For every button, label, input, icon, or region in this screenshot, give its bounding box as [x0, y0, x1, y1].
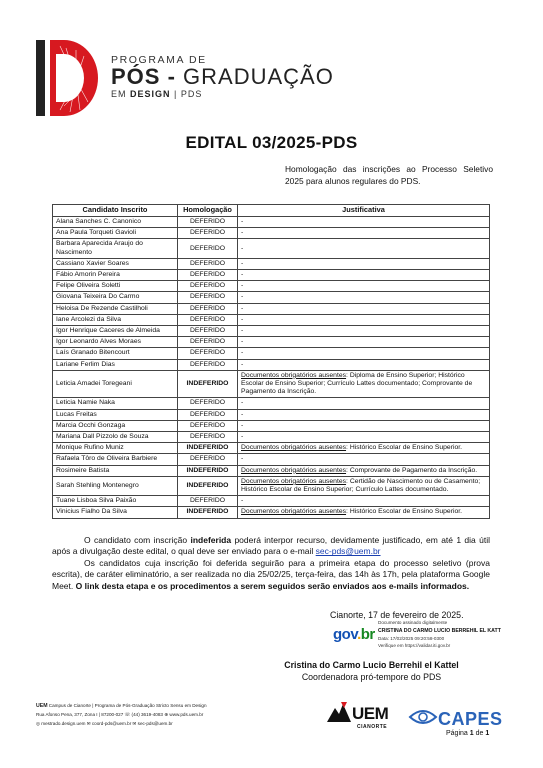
candidate-name: Rafaela Tôro de Oliveira Barbiere	[53, 454, 178, 465]
candidate-name: Lariane Ferlim Dias	[53, 359, 178, 370]
justification-text: -	[241, 421, 244, 429]
justification-text: : Histórico Escolar de Ensino Superior.	[346, 508, 463, 516]
program-line-2-bold: PÓS -	[111, 64, 184, 89]
homologation-status: INDEFERIDO	[178, 443, 238, 454]
justification	[238, 409, 490, 420]
homologation-status: DEFERIDO	[178, 496, 238, 507]
justification	[238, 281, 490, 292]
homologation-status: INDEFERIDO	[178, 465, 238, 476]
justification	[238, 359, 490, 370]
justification	[238, 443, 490, 454]
candidate-name: Barbara Aparecida Araujo do Nascimento	[53, 239, 178, 258]
justification	[238, 258, 490, 269]
candidate-name: Lucas Freitas	[53, 409, 178, 420]
table-row	[53, 217, 490, 228]
homologation-status: DEFERIDO	[178, 217, 238, 228]
justification-text: : Certidão de Nascimento ou de Casamento; Histórico Escolar de Ensino Superior; Currículo Lattes documentado.	[241, 477, 481, 494]
justification	[238, 303, 490, 314]
table-row	[53, 443, 490, 454]
justification	[238, 454, 490, 465]
justification	[238, 496, 490, 507]
appeal-text-a: O candidato com inscrição	[84, 535, 191, 545]
table-row	[53, 432, 490, 443]
pds-logo-icon	[36, 36, 98, 120]
justification	[238, 476, 490, 495]
page-number-of: de	[473, 730, 486, 737]
table-row	[53, 239, 490, 258]
justification-text: : Histórico Escolar de Ensino Superior.	[346, 444, 463, 452]
justification-text: -	[241, 218, 244, 225]
justification-text: -	[241, 399, 244, 407]
program-line-2	[111, 64, 334, 90]
homologation-status: DEFERIDO	[178, 420, 238, 431]
next-step-paragraph	[52, 558, 490, 592]
stamp-signer: CRISTINA DO CARMO LUCIO BERREHIL EL KATT	[378, 628, 501, 634]
candidate-name: Monique Rufino Muniz	[53, 443, 178, 454]
next-step-text: Os candidatos cuja inscrição foi deferida seguirão para a primeira etapa do processo seletivo (prova escrita), de caráter eliminatório, a ser realizada no dia 25/02/25, terça-feira, das 14h às 17h, pela plataforma Google Meet.	[52, 558, 490, 591]
homologation-status: DEFERIDO	[178, 258, 238, 269]
uem-wordmark: UEM	[352, 704, 389, 723]
candidate-name: Iane Arcolezi da Silva	[53, 314, 178, 325]
govbr-logo-br: br	[360, 626, 375, 643]
justification-text: -	[241, 349, 244, 357]
program-line-1: PROGRAMA DE	[111, 54, 207, 66]
homologation-status: DEFERIDO	[178, 409, 238, 420]
justification-text: -	[241, 244, 244, 252]
candidate-name: Igor Henrique Caceres de Almeida	[53, 326, 178, 337]
homologation-status: INDEFERIDO	[178, 476, 238, 495]
capes-logo-icon	[408, 708, 438, 726]
uem-subtitle: CIANORTE	[357, 724, 388, 730]
homologation-status: DEFERIDO	[178, 239, 238, 258]
justification-text: -	[241, 259, 244, 267]
table-row	[53, 496, 490, 507]
program-line-3	[111, 89, 202, 99]
homologation-status: DEFERIDO	[178, 314, 238, 325]
candidate-name: Laís Granado Bitencourt	[53, 348, 178, 359]
table-row	[53, 303, 490, 314]
page-title: EDITAL 03/2025-PDS	[185, 133, 358, 152]
justification-text: -	[241, 327, 244, 335]
justification	[238, 217, 490, 228]
candidate-name: Giovana Teixeira Do Carmo	[53, 292, 178, 303]
justification-text: -	[241, 455, 244, 463]
homologation-status: DEFERIDO	[178, 281, 238, 292]
program-line-3-prefix: EM	[111, 89, 131, 99]
govbr-logo-gov: gov	[333, 626, 358, 643]
homologation-status: INDEFERIDO	[178, 507, 238, 518]
homologation-status: DEFERIDO	[178, 398, 238, 409]
justification-label: Documentos obrigatórios ausentes	[241, 477, 347, 485]
justification	[238, 228, 490, 239]
homologation-status: DEFERIDO	[178, 359, 238, 370]
date-line: Cianorte, 17 de fevereiro de 2025.	[330, 610, 464, 620]
candidate-name: Sarah Stehling Montenegro	[53, 476, 178, 495]
justification-text: -	[241, 229, 244, 237]
uem-logo-icon	[325, 700, 353, 726]
candidate-name: Vinicius Fialho Da Silva	[53, 507, 178, 518]
page-number-label: Página	[446, 730, 470, 737]
table-row	[53, 465, 490, 476]
candidate-name: Ana Paula Torqueti Gavioli	[53, 228, 178, 239]
justification-text: -	[241, 433, 244, 441]
candidate-name: Heloisa De Rezende Castilholi	[53, 303, 178, 314]
table-row	[53, 476, 490, 495]
candidate-name: Marcia Occhi Gonzaga	[53, 420, 178, 431]
footer-line-2: Rua Afonso Pena, 377, Zona I | 87200-027 ☏ (44) 3619-4083 ⊕ www.pds.uem.br	[36, 712, 204, 717]
justification	[238, 314, 490, 325]
stamp-line-1: Documento assinado digitalmente	[378, 620, 448, 625]
capes-wordmark: CAPES	[438, 709, 503, 729]
table-row	[53, 228, 490, 239]
homologation-status: DEFERIDO	[178, 292, 238, 303]
table-row	[53, 420, 490, 431]
table-row	[53, 398, 490, 409]
candidate-name: Alana Sanches C. Canonico	[53, 217, 178, 228]
program-line-2-light: GRADUAÇÃO	[183, 64, 334, 89]
page-number-total: 1	[485, 730, 490, 737]
candidate-name: Rosimeire Batista	[53, 465, 178, 476]
justification	[238, 465, 490, 476]
table-row	[53, 507, 490, 518]
homologation-status: DEFERIDO	[178, 270, 238, 281]
signer-role: Coordenadora pró-tempore do PDS	[301, 672, 442, 682]
stamp-date: Data: 17/02/2025 09:20:58-0300	[378, 636, 445, 641]
homologation-status: DEFERIDO	[178, 432, 238, 443]
justification	[238, 239, 490, 258]
footer-line-1	[36, 703, 207, 709]
homologation-status: DEFERIDO	[178, 303, 238, 314]
justification	[238, 398, 490, 409]
table-header-row	[53, 205, 490, 217]
program-line-3-suffix: | PDS	[170, 89, 203, 99]
table-body	[53, 217, 490, 519]
justification	[238, 507, 490, 518]
page-number	[446, 730, 489, 737]
table-row	[53, 270, 490, 281]
justification-label: Documentos obrigatórios ausentes	[241, 371, 347, 379]
candidate-name: Igor Leonardo Alves Moraes	[53, 337, 178, 348]
table-row	[53, 258, 490, 269]
justification-text: -	[241, 497, 244, 505]
intro-text: Homologação das inscrições ao Processo Seletivo 2025 para alunos regulares do PDS.	[285, 164, 493, 186]
table-row	[53, 359, 490, 370]
footer-uem: UEM	[36, 703, 48, 709]
justification	[238, 348, 490, 359]
candidate-name: Leticia Namie Naka	[53, 398, 178, 409]
justification-text: : Diploma de Ensino Superior; Histórico Escolar de Ensino Superior; Currículo Lattes documentado; Comprovante de Pagamento da Inscrição.	[241, 371, 473, 396]
table-row	[53, 326, 490, 337]
results-table	[52, 204, 490, 519]
candidate-name: Leticia Amadei Toregeani	[53, 370, 178, 398]
justification-text: -	[241, 360, 244, 368]
justification-text: -	[241, 304, 244, 312]
appeal-paragraph	[52, 535, 490, 558]
program-line-3-bold: DESIGN	[130, 89, 171, 99]
govbr-logo-dot: .	[357, 626, 361, 643]
justification	[238, 292, 490, 303]
candidate-name: Fábio Amorin Pereira	[53, 270, 178, 281]
justification-text: -	[241, 271, 244, 279]
next-step-text-bold: O link desta etapa e os procedimentos a serem seguidos serão enviados aos e-mails informados.	[75, 580, 470, 591]
justification-text: -	[241, 338, 244, 346]
signer-name: Cristina do Carmo Lucio Berrehil el Kattel	[284, 660, 459, 670]
candidate-name: Tuane Lisboa Silva Paixão	[53, 496, 178, 507]
table-row	[53, 281, 490, 292]
table-row	[53, 370, 490, 398]
table-row	[53, 454, 490, 465]
column-header-status: Homologação	[178, 205, 238, 217]
table-row	[53, 292, 490, 303]
candidate-name: Felipe Oliveira Soletti	[53, 281, 178, 292]
table-row	[53, 409, 490, 420]
column-header-candidate: Candidato Inscrito	[53, 205, 178, 217]
justification-text: -	[241, 293, 244, 301]
justification	[238, 370, 490, 398]
govbr-logo	[333, 626, 375, 643]
homologation-status: DEFERIDO	[178, 228, 238, 239]
justification-text: -	[241, 315, 244, 323]
candidate-name: Cassiano Xavier Soares	[53, 258, 178, 269]
justification	[238, 420, 490, 431]
table-row	[53, 348, 490, 359]
justification-text: -	[241, 282, 244, 290]
table-row	[53, 314, 490, 325]
homologation-status: DEFERIDO	[178, 326, 238, 337]
column-header-justification: Justificativa	[238, 205, 490, 217]
justification-text: -	[241, 410, 244, 418]
justification	[238, 326, 490, 337]
justification-label: Documentos obrigatórios ausentes	[241, 444, 347, 452]
justification	[238, 432, 490, 443]
homologation-status: DEFERIDO	[178, 454, 238, 465]
stamp-verify: Verifique em https://validar.iti.gov.br	[378, 643, 451, 648]
page-number-current: 1	[469, 730, 474, 737]
justification-label: Documentos obrigatórios ausentes	[241, 508, 347, 516]
email-link[interactable]: sec-pds@uem.br	[315, 546, 381, 557]
justification	[238, 270, 490, 281]
homologation-status: INDEFERIDO	[178, 370, 238, 398]
homologation-status: DEFERIDO	[178, 348, 238, 359]
appeal-text-c: poderá interpor recurso, devidamente justificado, em até 1 dia útil após a divulgação deste edital, o qual deve ser enviado para o e-mail	[52, 535, 490, 557]
justification-label: Documentos obrigatórios ausentes	[241, 466, 347, 474]
footer-line-3: ◎ mestrado.design.uem ✉ coord-pds@uem.br ✉ sec-pds@uem.br	[36, 721, 173, 726]
appeal-text-bold: indeferida	[190, 535, 232, 545]
footer-line-1-text: Campus de Cianorte | Programa de Pós-Graduação Stricto Sensu em Design	[47, 703, 207, 708]
justification-text: : Comprovante de Pagamento da Inscrição.	[346, 466, 478, 474]
homologation-status: DEFERIDO	[178, 337, 238, 348]
justification	[238, 337, 490, 348]
table-row	[53, 337, 490, 348]
candidate-name: Mariana Dall Pizzolo de Souza	[53, 432, 178, 443]
